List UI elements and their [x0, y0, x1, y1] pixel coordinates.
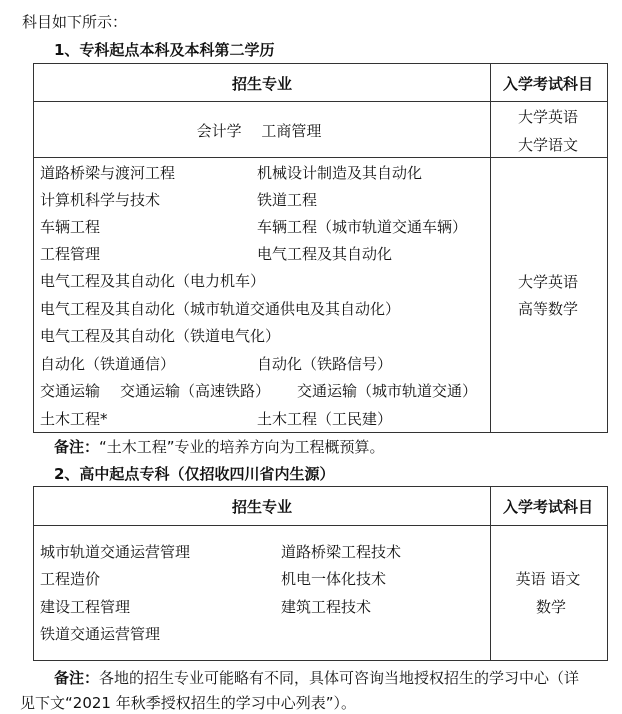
subject: 数学 [535, 598, 567, 616]
subject: 大学英语 [517, 273, 579, 291]
column-divider [490, 486, 491, 661]
major-item: 电气工程及其自动化（电力机车） [40, 272, 266, 290]
major-item: 铁道工程 [257, 191, 318, 209]
subject: 高等数学 [517, 300, 579, 318]
major-item: 建设工程管理 [40, 598, 131, 616]
major-item: 电气工程及其自动化 [257, 245, 393, 263]
header-major: 招生专业 [231, 498, 293, 516]
major-item: 机电一体化技术 [281, 570, 387, 588]
note-label: 备注： [54, 438, 100, 456]
major-item: 铁道交通运营管理 [40, 625, 161, 643]
note-text-continued: 见下文“2021 年秋季授权招生的学习中心列表”）。 [20, 694, 356, 712]
subject: 大学英语 [517, 108, 579, 126]
major-item: 车辆工程 [40, 218, 101, 236]
intro-text: 科目如下所示： [22, 13, 128, 31]
major-item: 土木工程（工民建） [257, 410, 393, 428]
major-item: 计算机科学与技术 [40, 191, 161, 209]
header-major: 招生专业 [231, 75, 293, 93]
major-item: 自动化（铁道通信） [40, 355, 176, 373]
header-subject: 入学考试科目 [502, 75, 594, 93]
section1-title: 1、专科起点本科及本科第二学历 [54, 41, 275, 59]
major-item: 交通运输 [40, 382, 101, 400]
note-label: 备注： [54, 669, 100, 687]
row-divider [33, 101, 608, 102]
column-divider [490, 63, 491, 433]
major-item: 建筑工程技术 [281, 598, 372, 616]
major-item: 工程管理 [40, 245, 101, 263]
row-divider [33, 525, 608, 526]
major-item: 土木工程* [40, 410, 108, 428]
major-item: 工程造价 [40, 570, 101, 588]
subject: 大学语文 [517, 136, 579, 154]
note-2 [54, 669, 579, 687]
note-text: 各地的招生专业可能略有不同，具体可咨询当地授权招生的学习中心（详 [99, 669, 580, 687]
note-1 [54, 438, 385, 456]
major-item: 交通运输（城市轨道交通） [297, 382, 478, 400]
major-item: 电气工程及其自动化（铁道电气化） [40, 327, 281, 345]
section2-title: 2、高中起点专科（仅招收四川省内生源） [54, 465, 335, 483]
major-item: 机械设计制造及其自动化 [257, 164, 423, 182]
subject: 英语 语文 [515, 570, 581, 588]
major-item: 道路桥梁与渡河工程 [40, 164, 176, 182]
major-item: 城市轨道交通运营管理 [40, 543, 191, 561]
major-item: 电气工程及其自动化（城市轨道交通供电及其自动化） [40, 300, 401, 318]
major-item: 车辆工程（城市轨道交通车辆） [257, 218, 468, 236]
majors-cell: 会计学 工商管理 [196, 122, 322, 140]
row-divider [33, 157, 608, 158]
header-subject: 入学考试科目 [502, 498, 594, 516]
major-item: 交通运输（高速铁路） [120, 382, 271, 400]
major-item: 道路桥梁工程技术 [281, 543, 402, 561]
note-text: “土木工程”专业的培养方向为工程概预算。 [99, 438, 385, 456]
major-item: 自动化（铁路信号） [257, 355, 393, 373]
